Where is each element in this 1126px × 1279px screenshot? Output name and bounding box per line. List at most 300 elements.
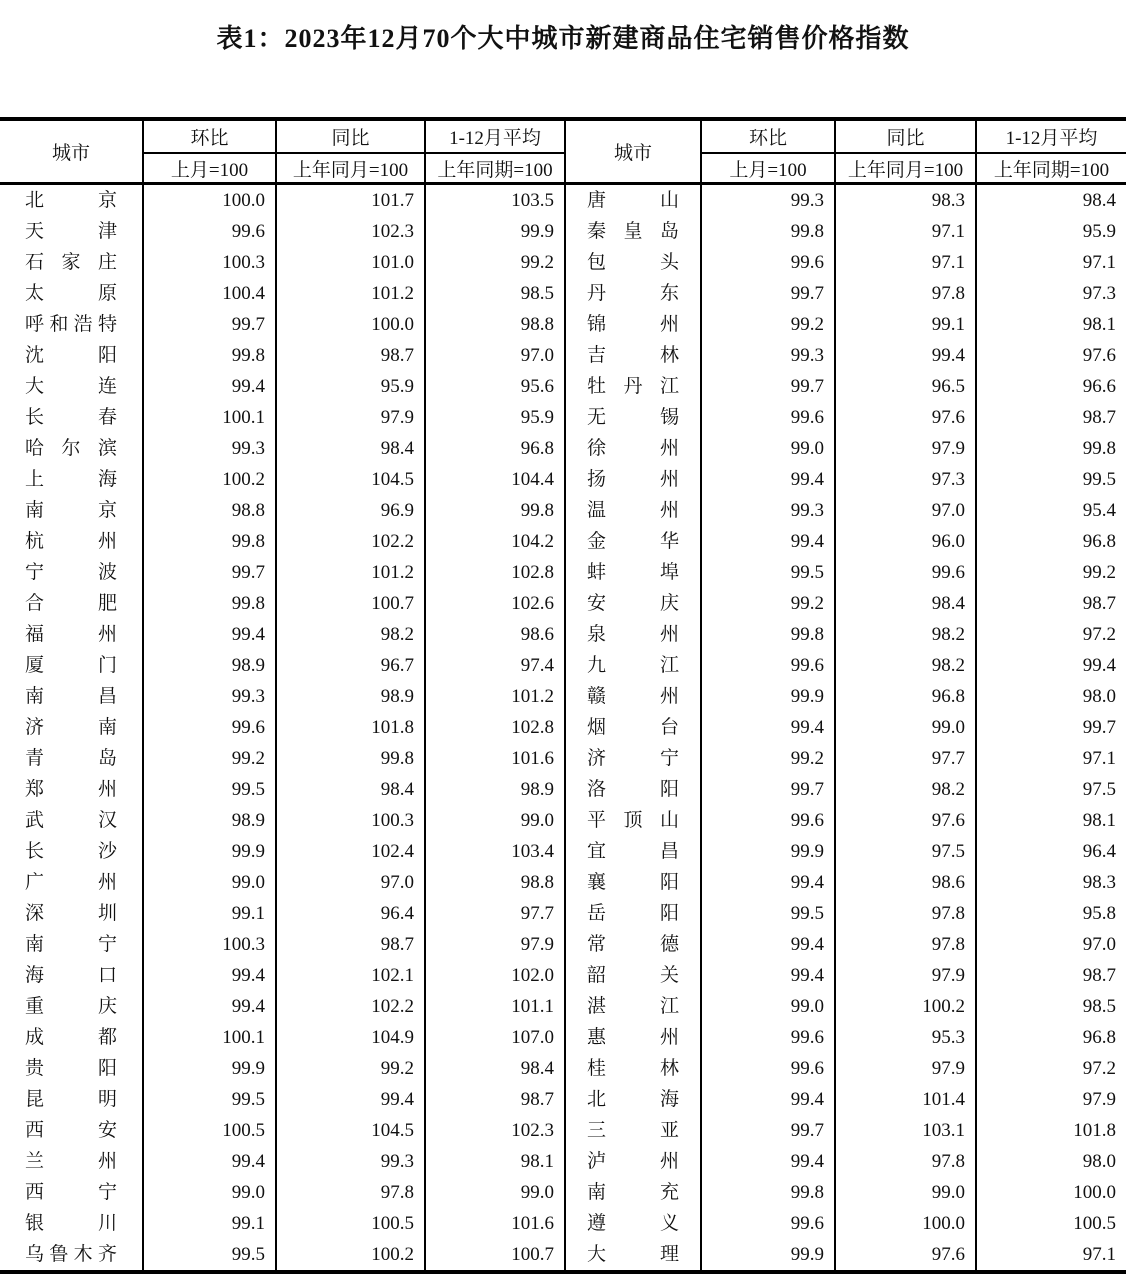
city-name: 大连 <box>25 376 117 397</box>
index-value-cell: 97.6 <box>835 1239 976 1272</box>
index-value-cell: 99.0 <box>143 1177 276 1208</box>
index-value-cell: 99.6 <box>143 712 276 743</box>
index-value-cell: 97.8 <box>835 278 976 309</box>
index-value-cell: 99.6 <box>701 650 835 681</box>
index-value-cell: 97.1 <box>976 743 1126 774</box>
city-cell <box>565 1177 701 1208</box>
city-name: 济南 <box>25 717 117 738</box>
city-cell <box>565 929 701 960</box>
index-value-cell: 99.7 <box>976 712 1126 743</box>
index-value-cell: 99.8 <box>976 433 1126 464</box>
index-value-cell: 99.1 <box>143 898 276 929</box>
index-value-cell: 98.9 <box>425 774 565 805</box>
table-row <box>0 278 1126 309</box>
index-value-cell: 99.5 <box>143 1239 276 1272</box>
city-cell <box>565 898 701 929</box>
index-value-cell: 97.6 <box>835 402 976 433</box>
city-name: 郑州 <box>25 779 117 800</box>
city-cell <box>0 340 143 371</box>
index-value-cell: 103.5 <box>425 184 565 217</box>
city-cell <box>565 1084 701 1115</box>
index-value-cell: 97.8 <box>835 1146 976 1177</box>
city-cell <box>565 712 701 743</box>
index-value-cell: 99.5 <box>976 464 1126 495</box>
index-value-cell: 99.6 <box>701 1022 835 1053</box>
index-value-cell: 97.0 <box>276 867 425 898</box>
city-cell <box>0 1239 143 1272</box>
index-value-cell: 100.5 <box>143 1115 276 1146</box>
city-cell <box>0 184 143 217</box>
city-cell <box>565 1239 701 1272</box>
index-value-cell: 100.0 <box>143 184 276 217</box>
city-cell <box>565 836 701 867</box>
city-cell <box>565 619 701 650</box>
index-value-cell: 99.2 <box>425 247 565 278</box>
index-value-cell: 98.4 <box>276 433 425 464</box>
index-value-cell: 99.2 <box>701 309 835 340</box>
city-name: 厦门 <box>25 655 117 676</box>
index-value-cell: 101.6 <box>425 743 565 774</box>
index-value-cell: 97.2 <box>976 619 1126 650</box>
city-cell <box>0 557 143 588</box>
index-value-cell: 99.3 <box>701 495 835 526</box>
index-value-cell: 99.4 <box>701 1146 835 1177</box>
city-cell <box>0 681 143 712</box>
city-cell <box>0 526 143 557</box>
index-value-cell: 100.3 <box>143 247 276 278</box>
index-value-cell: 97.3 <box>835 464 976 495</box>
index-value-cell: 97.3 <box>976 278 1126 309</box>
index-value-cell: 99.9 <box>425 216 565 247</box>
city-cell <box>0 1084 143 1115</box>
table-row <box>0 557 1126 588</box>
index-value-cell: 99.0 <box>425 805 565 836</box>
city-name: 沈阳 <box>25 345 117 366</box>
city-name: 天津 <box>25 221 117 242</box>
index-value-cell: 99.8 <box>425 495 565 526</box>
city-cell <box>0 1115 143 1146</box>
index-value-cell: 98.9 <box>143 805 276 836</box>
index-value-cell: 97.1 <box>835 247 976 278</box>
index-value-cell: 104.4 <box>425 464 565 495</box>
index-value-cell: 101.8 <box>976 1115 1126 1146</box>
index-value-cell: 99.0 <box>701 433 835 464</box>
table-row <box>0 929 1126 960</box>
city-name: 石家庄 <box>25 252 117 273</box>
index-value-cell: 99.4 <box>143 619 276 650</box>
index-value-cell: 99.3 <box>701 340 835 371</box>
city-name: 桂林 <box>587 1058 679 1079</box>
city-name: 常德 <box>587 934 679 955</box>
table-row <box>0 464 1126 495</box>
index-value-cell: 98.9 <box>143 650 276 681</box>
city-cell <box>565 371 701 402</box>
index-value-cell: 99.4 <box>701 464 835 495</box>
city-name: 合肥 <box>25 593 117 614</box>
index-value-cell: 99.6 <box>701 1053 835 1084</box>
index-value-cell: 97.6 <box>835 805 976 836</box>
city-name: 金华 <box>587 531 679 552</box>
index-value-cell: 98.4 <box>425 1053 565 1084</box>
index-value-cell: 99.4 <box>976 650 1126 681</box>
index-value-cell: 99.9 <box>701 836 835 867</box>
city-name: 洛阳 <box>587 779 679 800</box>
index-value-cell: 98.7 <box>425 1084 565 1115</box>
table-row <box>0 867 1126 898</box>
index-value-cell: 99.8 <box>276 743 425 774</box>
city-name: 包头 <box>587 252 679 273</box>
city-name: 秦皇岛 <box>587 221 679 242</box>
index-value-cell: 99.6 <box>701 805 835 836</box>
city-cell <box>0 650 143 681</box>
city-cell <box>565 681 701 712</box>
index-value-cell: 100.1 <box>143 402 276 433</box>
city-name: 乌鲁木齐 <box>25 1244 117 1265</box>
index-value-cell: 100.3 <box>143 929 276 960</box>
index-value-cell: 99.0 <box>835 712 976 743</box>
index-value-cell: 96.8 <box>835 681 976 712</box>
index-value-cell: 98.8 <box>143 495 276 526</box>
index-value-cell: 100.2 <box>835 991 976 1022</box>
city-cell <box>565 1208 701 1239</box>
index-value-cell: 98.4 <box>976 184 1126 217</box>
index-value-cell: 97.9 <box>976 1084 1126 1115</box>
header-avg-base-right: 上年同期=100 <box>976 153 1126 184</box>
table-row <box>0 1115 1126 1146</box>
city-cell <box>0 1022 143 1053</box>
index-value-cell: 96.6 <box>976 371 1126 402</box>
index-value-cell: 99.6 <box>701 1208 835 1239</box>
index-value-cell: 97.1 <box>976 247 1126 278</box>
index-value-cell: 99.0 <box>143 867 276 898</box>
index-value-cell: 95.9 <box>425 402 565 433</box>
header-avg-left: 1-12月平均 <box>425 119 565 153</box>
table-row <box>0 216 1126 247</box>
index-value-cell: 97.9 <box>835 960 976 991</box>
index-value-cell: 99.8 <box>701 619 835 650</box>
index-value-cell: 98.4 <box>835 588 976 619</box>
index-value-cell: 99.4 <box>143 960 276 991</box>
table-row <box>0 960 1126 991</box>
index-value-cell: 99.2 <box>143 743 276 774</box>
city-name: 湛江 <box>587 996 679 1017</box>
index-value-cell: 100.5 <box>276 1208 425 1239</box>
index-value-cell: 95.4 <box>976 495 1126 526</box>
index-value-cell: 99.4 <box>701 1084 835 1115</box>
index-value-cell: 99.8 <box>143 526 276 557</box>
city-name: 贵阳 <box>25 1058 117 1079</box>
index-value-cell: 96.4 <box>276 898 425 929</box>
index-value-cell: 100.0 <box>835 1208 976 1239</box>
city-name: 宜昌 <box>587 841 679 862</box>
city-cell <box>565 588 701 619</box>
city-name: 泉州 <box>587 624 679 645</box>
city-cell <box>0 774 143 805</box>
header-city-left: 城市 <box>0 119 143 184</box>
index-value-cell: 104.5 <box>276 1115 425 1146</box>
index-value-cell: 98.3 <box>976 867 1126 898</box>
index-value-cell: 97.1 <box>835 216 976 247</box>
index-value-cell: 98.7 <box>276 340 425 371</box>
index-value-cell: 98.2 <box>835 650 976 681</box>
index-value-cell: 102.3 <box>425 1115 565 1146</box>
city-name: 蚌埠 <box>587 562 679 583</box>
index-value-cell: 99.1 <box>835 309 976 340</box>
city-name: 韶关 <box>587 965 679 986</box>
index-value-cell: 100.5 <box>976 1208 1126 1239</box>
city-name: 济宁 <box>587 748 679 769</box>
city-cell <box>0 712 143 743</box>
city-cell <box>0 867 143 898</box>
city-name: 重庆 <box>25 996 117 1017</box>
index-value-cell: 98.0 <box>976 681 1126 712</box>
index-value-cell: 100.3 <box>276 805 425 836</box>
header-yoy-base-left: 上年同月=100 <box>276 153 425 184</box>
city-cell <box>565 526 701 557</box>
city-name: 襄阳 <box>587 872 679 893</box>
city-cell <box>0 588 143 619</box>
index-value-cell: 97.5 <box>976 774 1126 805</box>
city-cell <box>0 1177 143 1208</box>
index-value-cell: 98.4 <box>276 774 425 805</box>
index-value-cell: 98.6 <box>425 619 565 650</box>
city-cell <box>565 1022 701 1053</box>
index-value-cell: 98.1 <box>976 805 1126 836</box>
city-cell <box>565 247 701 278</box>
table-row <box>0 774 1126 805</box>
city-name: 无锡 <box>587 407 679 428</box>
index-value-cell: 98.7 <box>276 929 425 960</box>
index-value-cell: 99.4 <box>701 929 835 960</box>
city-name: 西宁 <box>25 1182 117 1203</box>
city-cell <box>565 743 701 774</box>
table-row <box>0 1022 1126 1053</box>
index-value-cell: 99.9 <box>143 1053 276 1084</box>
index-value-cell: 99.7 <box>143 557 276 588</box>
index-value-cell: 99.5 <box>143 774 276 805</box>
index-value-cell: 99.6 <box>701 247 835 278</box>
index-value-cell: 100.4 <box>143 278 276 309</box>
index-value-cell: 98.5 <box>425 278 565 309</box>
table-row <box>0 1239 1126 1272</box>
index-value-cell: 100.7 <box>276 588 425 619</box>
table-row <box>0 743 1126 774</box>
city-cell <box>0 743 143 774</box>
index-value-cell: 99.4 <box>143 371 276 402</box>
table-row <box>0 340 1126 371</box>
city-cell <box>0 898 143 929</box>
index-value-cell: 97.8 <box>276 1177 425 1208</box>
index-value-cell: 99.2 <box>701 743 835 774</box>
city-name: 广州 <box>25 872 117 893</box>
index-value-cell: 98.8 <box>425 309 565 340</box>
city-name: 银川 <box>25 1213 117 1234</box>
index-value-cell: 102.1 <box>276 960 425 991</box>
index-value-cell: 98.2 <box>835 619 976 650</box>
index-value-cell: 102.2 <box>276 991 425 1022</box>
index-value-cell: 100.7 <box>425 1239 565 1272</box>
index-value-cell: 101.8 <box>276 712 425 743</box>
city-name: 福州 <box>25 624 117 645</box>
index-value-cell: 101.0 <box>276 247 425 278</box>
city-cell <box>565 433 701 464</box>
city-name: 南昌 <box>25 686 117 707</box>
city-name: 吉林 <box>587 345 679 366</box>
index-value-cell: 99.0 <box>425 1177 565 1208</box>
index-value-cell: 100.2 <box>143 464 276 495</box>
table-row <box>0 712 1126 743</box>
index-value-cell: 97.0 <box>976 929 1126 960</box>
index-value-cell: 97.9 <box>425 929 565 960</box>
city-cell <box>0 929 143 960</box>
index-value-cell: 99.4 <box>276 1084 425 1115</box>
city-name: 青岛 <box>25 748 117 769</box>
city-name: 杭州 <box>25 531 117 552</box>
index-value-cell: 101.2 <box>425 681 565 712</box>
index-value-cell: 99.3 <box>276 1146 425 1177</box>
index-value-cell: 99.4 <box>701 526 835 557</box>
city-cell <box>565 402 701 433</box>
index-value-cell: 99.4 <box>143 1146 276 1177</box>
table-row <box>0 1146 1126 1177</box>
index-value-cell: 96.0 <box>835 526 976 557</box>
city-cell <box>0 1146 143 1177</box>
index-value-cell: 99.9 <box>701 1239 835 1272</box>
index-value-cell: 96.5 <box>835 371 976 402</box>
table-row <box>0 1177 1126 1208</box>
index-value-cell: 98.3 <box>835 184 976 217</box>
city-name: 扬州 <box>587 469 679 490</box>
city-name: 长沙 <box>25 841 117 862</box>
index-value-cell: 99.3 <box>143 681 276 712</box>
table-row <box>0 619 1126 650</box>
header-city-right: 城市 <box>565 119 701 184</box>
city-cell <box>565 774 701 805</box>
city-name: 哈尔滨 <box>25 438 117 459</box>
index-value-cell: 99.7 <box>701 278 835 309</box>
table-title: 表1：2023年12月70个大中城市新建商品住宅销售价格指数 <box>216 24 910 53</box>
price-index-table <box>0 117 1126 1274</box>
city-cell <box>565 340 701 371</box>
city-name: 烟台 <box>587 717 679 738</box>
index-value-cell: 97.5 <box>835 836 976 867</box>
index-value-cell: 104.2 <box>425 526 565 557</box>
index-value-cell: 97.9 <box>835 433 976 464</box>
table-row <box>0 433 1126 464</box>
index-value-cell: 107.0 <box>425 1022 565 1053</box>
city-cell <box>565 495 701 526</box>
index-value-cell: 99.7 <box>701 774 835 805</box>
city-cell <box>565 1053 701 1084</box>
index-value-cell: 98.2 <box>276 619 425 650</box>
header-yoy-right: 同比 <box>835 119 976 153</box>
city-name: 南充 <box>587 1182 679 1203</box>
index-value-cell: 99.5 <box>701 557 835 588</box>
city-name: 三亚 <box>587 1120 679 1141</box>
index-value-cell: 99.4 <box>835 340 976 371</box>
table-row <box>0 309 1126 340</box>
table-row <box>0 371 1126 402</box>
index-value-cell: 103.1 <box>835 1115 976 1146</box>
city-name: 长春 <box>25 407 117 428</box>
city-cell <box>0 619 143 650</box>
index-value-cell: 101.4 <box>835 1084 976 1115</box>
header-mom-base-right: 上月=100 <box>701 153 835 184</box>
city-name: 遵义 <box>587 1213 679 1234</box>
index-value-cell: 96.7 <box>276 650 425 681</box>
index-value-cell: 99.3 <box>701 184 835 217</box>
index-value-cell: 99.3 <box>143 433 276 464</box>
header-mom-left: 环比 <box>143 119 276 153</box>
city-name: 呼和浩特 <box>25 314 117 335</box>
index-value-cell: 97.0 <box>425 340 565 371</box>
index-value-cell: 99.5 <box>701 898 835 929</box>
index-value-cell: 99.8 <box>701 1177 835 1208</box>
index-value-cell: 97.4 <box>425 650 565 681</box>
index-value-cell: 99.7 <box>701 1115 835 1146</box>
index-value-cell: 104.9 <box>276 1022 425 1053</box>
city-name: 南宁 <box>25 934 117 955</box>
city-name: 泸州 <box>587 1151 679 1172</box>
city-cell <box>565 960 701 991</box>
index-value-cell: 101.6 <box>425 1208 565 1239</box>
index-value-cell: 99.7 <box>701 371 835 402</box>
index-value-cell: 96.8 <box>976 1022 1126 1053</box>
city-cell <box>0 991 143 1022</box>
index-value-cell: 98.5 <box>976 991 1126 1022</box>
city-cell <box>565 650 701 681</box>
city-cell <box>565 309 701 340</box>
table-row <box>0 1084 1126 1115</box>
city-name: 惠州 <box>587 1027 679 1048</box>
index-value-cell: 96.9 <box>276 495 425 526</box>
index-value-cell: 99.4 <box>701 712 835 743</box>
city-cell <box>565 557 701 588</box>
header-mom-base-left: 上月=100 <box>143 153 276 184</box>
index-value-cell: 96.8 <box>425 433 565 464</box>
index-value-cell: 95.9 <box>276 371 425 402</box>
city-name: 上海 <box>25 469 117 490</box>
table-row <box>0 184 1126 217</box>
city-name: 九江 <box>587 655 679 676</box>
city-name: 徐州 <box>587 438 679 459</box>
index-value-cell: 98.0 <box>976 1146 1126 1177</box>
index-value-cell: 101.1 <box>425 991 565 1022</box>
index-value-cell: 97.6 <box>976 340 1126 371</box>
city-cell <box>0 495 143 526</box>
index-value-cell: 102.8 <box>425 712 565 743</box>
index-value-cell: 98.2 <box>835 774 976 805</box>
city-cell <box>0 464 143 495</box>
city-name: 昆明 <box>25 1089 117 1110</box>
index-value-cell: 95.3 <box>835 1022 976 1053</box>
table-row <box>0 898 1126 929</box>
index-value-cell: 99.2 <box>276 1053 425 1084</box>
index-value-cell: 102.3 <box>276 216 425 247</box>
index-value-cell: 99.6 <box>701 402 835 433</box>
index-value-cell: 99.8 <box>143 340 276 371</box>
index-value-cell: 95.6 <box>425 371 565 402</box>
city-name: 安庆 <box>587 593 679 614</box>
city-cell <box>0 1208 143 1239</box>
index-value-cell: 97.7 <box>425 898 565 929</box>
city-name: 海口 <box>25 965 117 986</box>
city-cell <box>565 464 701 495</box>
index-value-cell: 103.4 <box>425 836 565 867</box>
index-value-cell: 95.9 <box>976 216 1126 247</box>
index-value-cell: 99.0 <box>835 1177 976 1208</box>
index-value-cell: 99.7 <box>143 309 276 340</box>
